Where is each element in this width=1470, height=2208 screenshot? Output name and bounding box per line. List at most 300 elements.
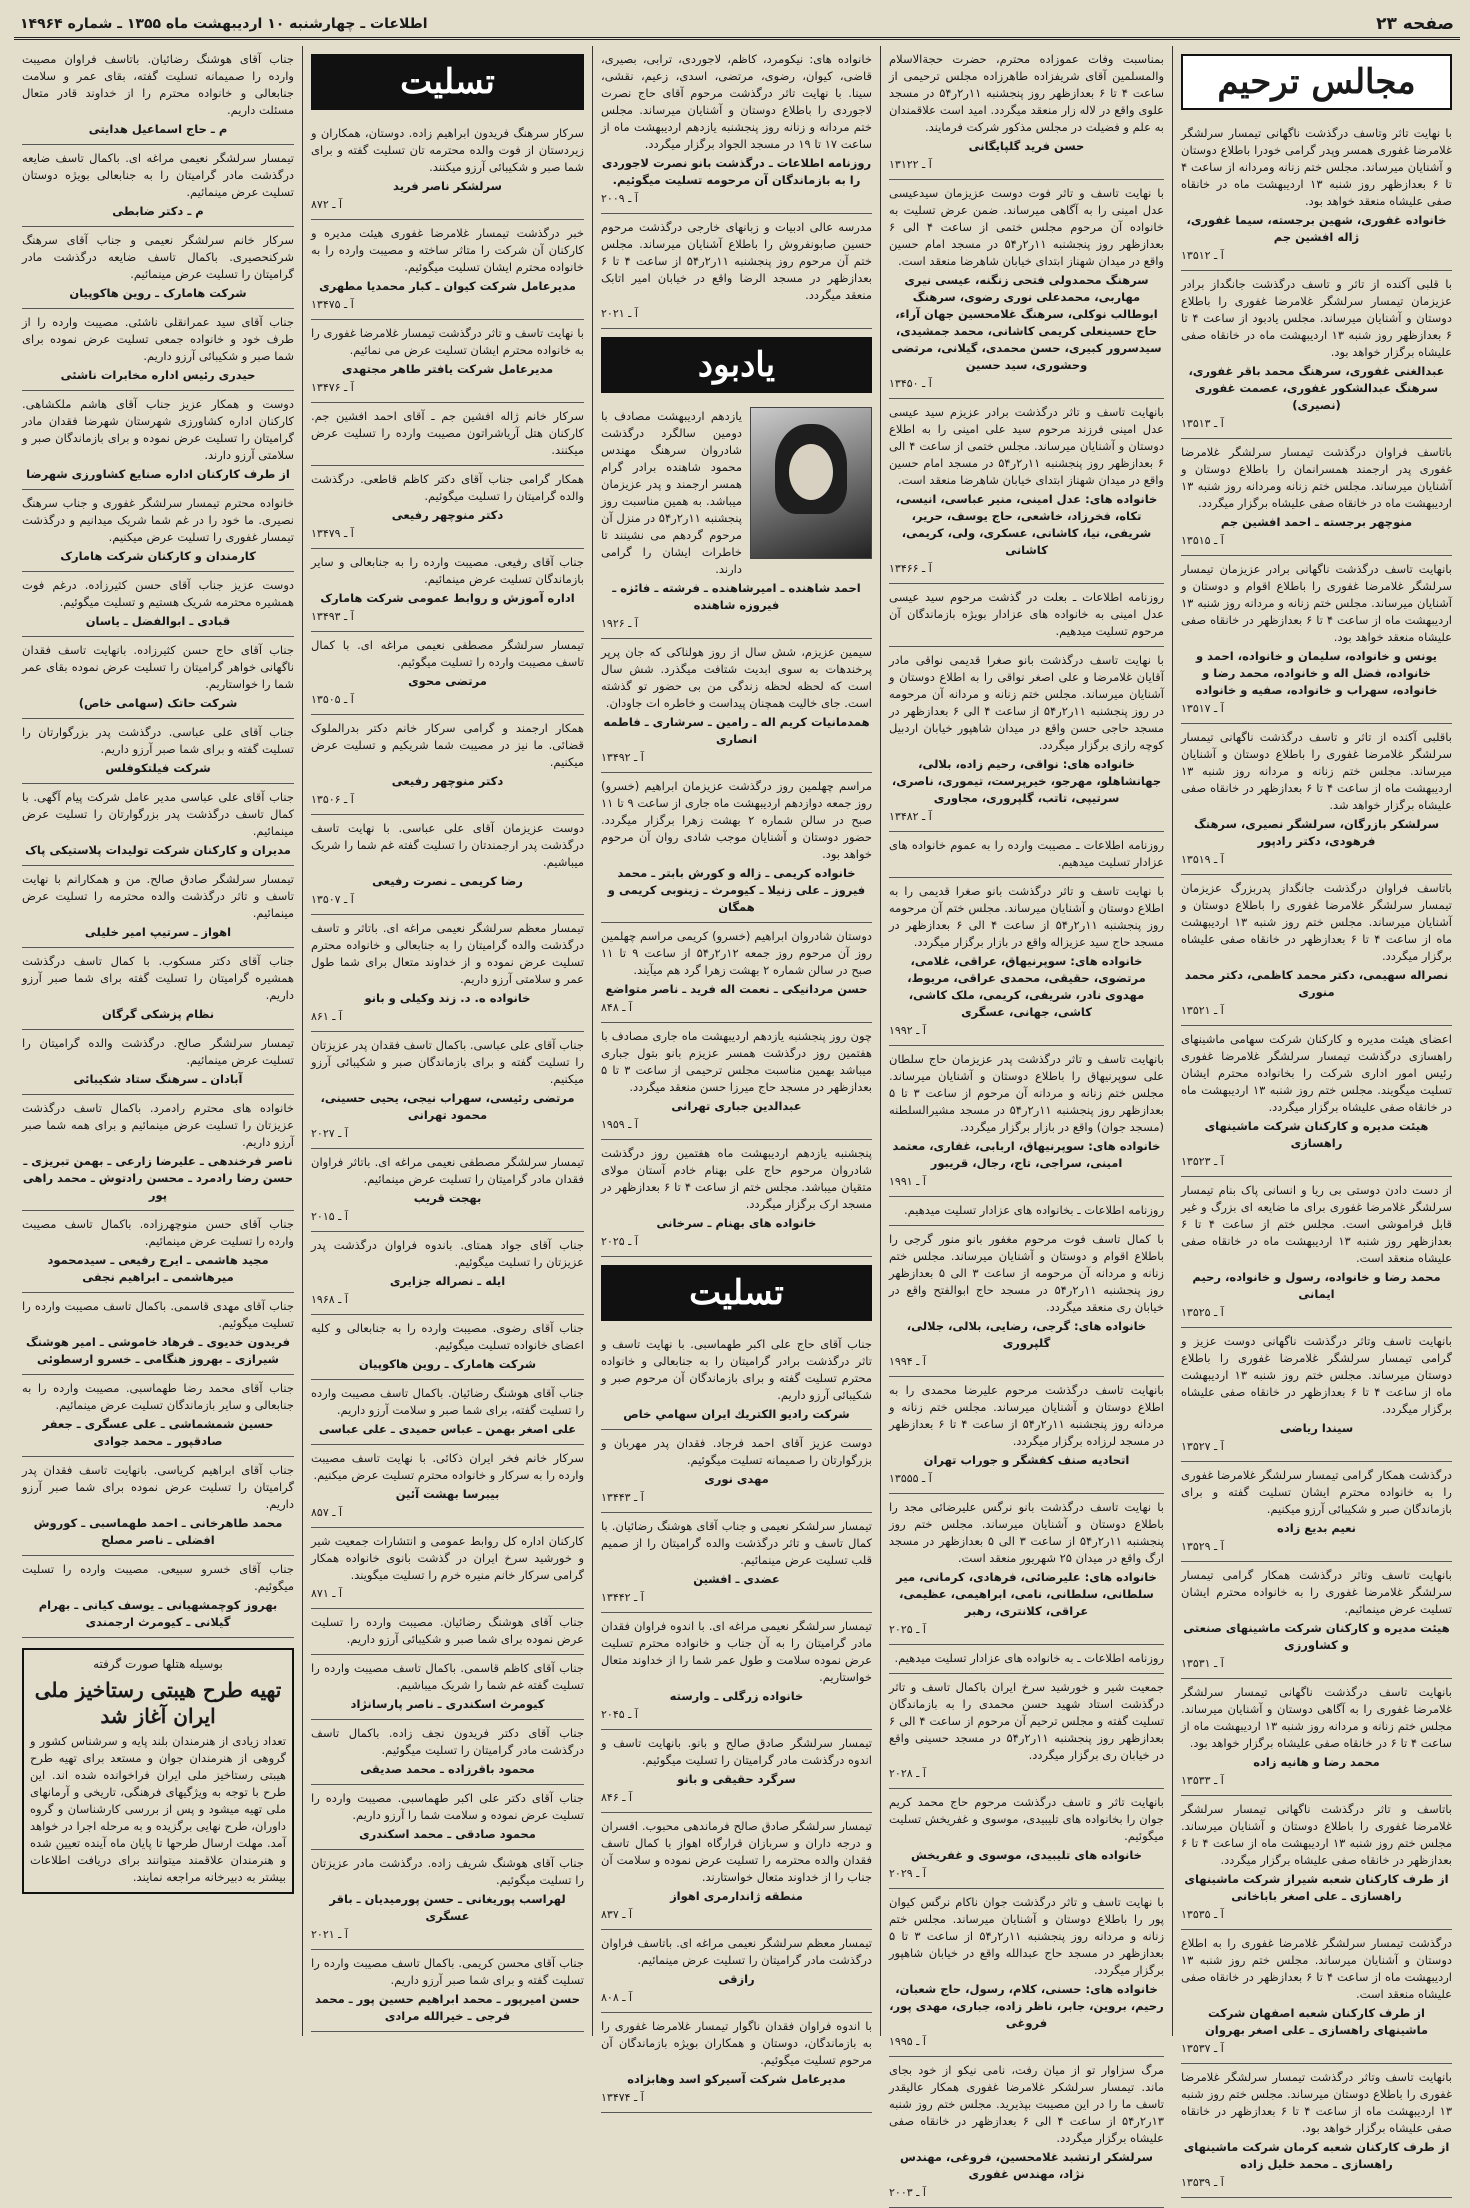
notice-signature: محمود صادقی ـ محمد اسکندری <box>359 1827 536 1841</box>
notice <box>22 1211 294 1293</box>
notice-signature: حسن مردانیکی ـ نعمت اله فرید ـ ناصر متواضع <box>605 982 868 996</box>
notice-text: جمعیت شیر و خورشید سرخ ایران باکمال تاسف و تاثر درگذشت استاد شهید حسن محمدی را به بازماندگان تسلیت گفته و مجلس ترحیم آن مرحوم از ساعت ۴ الی ۶ بعدازظهر روز پنجشنبه ۱۱ر۲ر۵۴ در مسجد حسینی واقع در خیابان ری برگزار میگردد. <box>889 1680 1164 1762</box>
notice <box>1181 724 1452 875</box>
notice-signature: یونس و خانواده، سلیمان و خانواده، احمد و خانواده، فضل اله و خانواده، محمد رضا و خانواده، سهراب و خانواده، صفیه و خانواده <box>1195 649 1438 697</box>
notice-text: جناب آقای هوشنگ رضائیان. باتاسف فراوان مصیبت وارده را صمیمانه تسلیت گفته، بقای عمر و سلامت جنابعالی و خانواده محترم را از خداوند قادر متعال مسئلت داریم. <box>22 52 294 117</box>
notice <box>311 915 584 1032</box>
notice-signature: اهواز ـ سرتیپ امیر خلیلی <box>84 925 232 939</box>
notice-signature: از طرف کارکنان شعبه شیراز شرکت ماشینهای راهسازی ـ علی اصغر باباخانی <box>1184 1872 1449 1903</box>
notice <box>889 180 1164 399</box>
notice <box>1181 1026 1452 1177</box>
notice-signature: مدیرعامل شرکت کیوان ـ کبار محمدیا مطهری <box>319 279 576 293</box>
notice <box>22 145 294 227</box>
notice-signature: از طرف کارکنان اداره صنایع کشاورزی شهرضا <box>26 467 290 481</box>
notice <box>311 1032 584 1149</box>
feature-body: تعداد زیادی از هنرمندان بلند پایه و سرشناس کشور و گروهی از هنرمندان جوان و مستعد برای تهیه طرح هیبتی رستاخیز ملی ایران فراخوانده شده اند. این طرح با توجه به ویژگیهای فرهنگی، تاریخی و آرمانهای ملی تهیه میشود و پس از بررسی کارشناسان و گروه داوران، طرح نهایی برگزیده و به مرحله اجرا در خواهد آمد. مهلت ارسال طرحها تا پایان ماه آینده تعیین شده و هنرمندان علاقمند میتوانند برای دریافت اطلاعات بیشتر به دبیرخانه مراجعه نمایند. <box>30 1734 286 1884</box>
notice <box>889 1889 1164 2057</box>
notice-code: آ ـ ۱۹۲۶ <box>601 617 638 630</box>
notice <box>1181 120 1452 271</box>
notice-text: جناب آقای سید عمرانقلی ناشئی. مصیبت وارده را از طرف خود و خانواده جمعی تسلیت عرض نموده برای شما صبر و شکیبائی آرزو داریم. <box>22 315 294 363</box>
notice-code: آ ـ ۸۶۱ <box>311 1010 343 1023</box>
notice-signature: سرهنگ محمدولی فتحی زنگنه، عیسی نیری مهاربی، محمدعلی نوری رضوی، سرهنگ ابوطالب نوکلی، سرهنگ غلامحسین جهان آراء، حاج حسینعلی کریمی کاشانی، محمد جمشیدی، سیدسرور کبیری، حسن محمدی، گیلانی، مرتضی وحشوری، سید حسین <box>891 273 1162 372</box>
notice-signature: اداره آموزش و روابط عمومی شرکت هامارک <box>320 591 575 605</box>
notice-signature: دکتر منوچهر رفیعی <box>391 508 504 522</box>
notice-text: جناب آقای هوشنگ رضائیان. باکمال تاسف مصیبت وارده را تسلیت گفته، برای شما صبر و سلامت آرزو داریم. <box>311 1386 584 1417</box>
notice-code: آ ـ ۲۰۴۵ <box>601 1708 638 1721</box>
notice <box>22 46 294 145</box>
notice <box>311 120 584 220</box>
notice-code: آ ـ ۱۳۵۳۳ <box>1181 1774 1224 1787</box>
notice-signature: ایله ـ نصراله جزایری <box>389 1274 506 1288</box>
notice-text: تیمسار سرلشگر صادق صالح فرماندهی محبوب. افسران و درجه داران و سربازان قرارگاه اهواز با کمال تاسف فقدان والده محترمه را تسلیت عرض نموده و سلامت آن جناب را از خداوند متعال خواستارند. <box>601 1819 872 1884</box>
notice-text: تیمسار سرلشکر نعیمی و جناب آقای هوشنگ رضائیان. با کمال تاسف و تاثر درگذشت والده گرامیتان را از صمیم قلب تسلیت عرض مینمائیم. <box>601 1519 872 1567</box>
notice-text: با کمال تاسف فوت مرحوم مغفور بانو منور گرجی را باطلاع اقوام و دوستان و آشنایان میرساند. مجلس ختم زنانه و مردانه آن مرحومه از ساعت ۳ الی ۵ بعدازظهر روز پنجشنبه ۱۱ر۲ر۵۴ در مسجد حاج ابوالفتح واقع در خیابان ری منعقد میگردد. <box>889 1232 1165 1314</box>
notice-text: از دست دادن دوستی بی ریا و انسانی پاک بنام تیمسار سرلشگر غلامرضا غفوری برای ما ضایعه ای بزرگ و غیر قابل فراموشی است. مجلس ختم از ساعت ۴ تا ۶ بعدازظهر روز شنبه ۱۳ اردیبهشت ماه در خانقاه صفی علیشاه منعقد است. <box>1181 1183 1453 1265</box>
notice-text: سرکار خانم فخر ایران ذکائی. با نهایت تاسف مصیبت وارده را به سرکار و خانواده محترم تسلیت عرض میکنیم. <box>311 1451 584 1482</box>
column-1 <box>1172 46 1460 2189</box>
notice-signature: خانواده غفوری، شهین برجسته، سیما غفوری، ژاله افشین جم <box>1186 213 1447 244</box>
notice-signature: آبادان ـ سرهنگ ستاد شکیبائی <box>73 1072 243 1086</box>
notice <box>311 1609 584 1655</box>
notice-text: با نهایت تاسف و تاثر درگذشت تیمسار غلامرضا غفوری را به خانواده محترم ایشان تسلیت عرض می نمائیم. <box>311 326 584 357</box>
notice-text: جناب آقای جواد همتای. باندوه فراوان درگذشت پدر عزیزتان را تسلیت میگوئیم. <box>311 1238 584 1269</box>
notice <box>311 1380 584 1445</box>
notice <box>889 1046 1164 1197</box>
notice-code: آ ـ ۱۹۶۸ <box>311 1293 348 1306</box>
notice-text: دوست عزیز آقای احمد فرجاد. فقدان پدر مهربان و بزرگوارتان را صمیمانه تسلیت میگوئیم. <box>601 1436 872 1467</box>
notice-signature: ناصر فرخندهی ـ علیرضا زارعی ـ بهمن تبریزی ـ حسن رضا رادمرد ـ محسن رادتوش ـ محمد راهی پور <box>22 1154 294 1202</box>
notice-signature: شرکت هامارک ـ روین هاکوپیان <box>358 1357 537 1371</box>
notice-code: آ ـ ۱۳۵۳۵ <box>1181 1908 1224 1921</box>
notice-text: باتاسف و تاثر درگذشت ناگهانی تیمسار سرلشگر غلامرضا غفوری را باطلاع دوستان و آشنایان میرساند. مجلس ختم روز شنبه ۱۳ اردیبهشت ماه از ساعت ۴ تا ۶ بعدازظهر در خانقاه صفی علیشاه برگزار میگردد. <box>1181 1802 1452 1867</box>
notice <box>889 1789 1164 1889</box>
notice <box>22 1457 294 1556</box>
notice-text: دوستان شادروان ابراهیم (خسرو) کریمی مراسم چهلمین روز آن مرحوم روز جمعه ۱۲ر۲ر۵۴ از ساعت ۹ تا ۱۱ صبح در سالن شماره ۲ بهشت زهرا گرد هم میآیند. <box>601 929 873 977</box>
notice <box>1181 1177 1452 1328</box>
notice-code: آ ـ ۱۳۵۲۳ <box>1181 1155 1224 1168</box>
notice-text: تیمسار سرلشگر صادق صالح. من و همکارانم با نهایت تاسف و تاثر درگذشت والده محترمه را تسلیت عرض مینمائیم. <box>22 872 294 920</box>
notice-signature: دکتر منوچهر رفیعی <box>391 774 504 788</box>
notice-signature: عبدالغنی غفوری، سرهنگ محمد باقر غفوری، سرهنگ عبدالشکور غفوری، عصمت غفوری (نصیری) <box>1188 364 1445 412</box>
notice-signature: منطقه ژاندارمری اهواز <box>670 1889 803 1903</box>
notice <box>889 399 1164 584</box>
notice-signature: خانواده های: سوپرنیهاق، اربابی، غفاری، معتمد امینی، سراجی، تاج، رجال، قریبور <box>892 1139 1161 1170</box>
notice-code: آ ـ ۱۳۴۶۶ <box>889 562 932 575</box>
notice-text: بانهایت تاسف وتاثر درگذشت همکار گرامی تیمسار سرلشگر غلامرضا غفوری را به خانواده محترم ایشان تسلیت عرض مینمائیم. <box>1181 1568 1452 1616</box>
notice-text: جناب آقای دکتر مسکوب. با کمال تاسف درگذشت همشیره گرامیتان را تسلیت گفته برای شما صبر آرزو داریم. <box>22 954 294 1002</box>
notice-code: آ ـ ۱۳۴۸۲ <box>889 810 932 823</box>
notice <box>601 1730 872 1813</box>
notice-signature: بیبرسا بهشت آئین <box>395 1487 500 1501</box>
notice-code: آ ـ ۱۳۵۲۷ <box>1181 1440 1224 1453</box>
notice-signature: خانواده زرگلی ـ وارسته <box>669 1689 804 1703</box>
notice-signature: هیئت مدیره و کارکنان شرکت ماشینهای صنعتی و کشاورزی <box>1183 1621 1450 1652</box>
column-4-notices <box>311 120 584 2032</box>
notice <box>1181 2064 1452 2198</box>
notice-text: جناب آقای هوشنگ شریف زاده. درگذشت مادر عزیزتان را تسلیت میگوئیم. <box>311 1856 584 1887</box>
notice-text: با نهایت تاسف و تاثر فوت دوست عزیزمان سیدعیسی عدل امینی را به آگاهی میرساند. ضمن عرض تسلیت به خانواده آن مرحوم مجلس ختمی از ساعت ۴ الی ۶ بعدازظهر روز پنجشنبه ۱۱ر۲ر۵۴ در مسجد امام حسین واقع در میدان شهناز ابتدای خیابان شاهرضا منعقد است. <box>889 186 1165 268</box>
notice-signature: حیدری رئیس اداره مخابرات ناشئی <box>60 368 256 382</box>
column-3-banner: یادبود <box>601 337 872 393</box>
notice <box>1181 1462 1452 1562</box>
notice-code: آ ـ ۱۳۴۷۴ <box>601 2091 644 2104</box>
notice-text: روزنامه اطلاعات ـ مصیبت وارده را به عموم خانواده های عزادار تسلیت میدهیم. <box>889 838 1164 869</box>
notice <box>311 549 584 632</box>
notice-signature: خانواده های: علیرضائی، فرهادی، کرمانی، میر سلطانی، سلطانی، نامی، ابراهیمی، عظیمی، عراقی، کلانتری، رهبر <box>896 1570 1157 1618</box>
notice <box>889 647 1164 832</box>
notice-signature: محمد رضا و هانیه زاده <box>1253 1755 1380 1769</box>
notice <box>889 584 1164 647</box>
notice <box>601 1140 872 1257</box>
notice <box>22 866 294 948</box>
notice-text: بمناسبت وفات عموزاده محترم، حضرت حجةالاسلام والمسلمین آقای شریفزاده طاهرزاده مجلس ترحیمی از ساعت ۴ تا ۶ بعدازظهر روز پنجشنبه ۱۱ر۲ر۵۴ در مسجد علوی واقع در لاله زار منعقد میگردد. امید است علاقمندان به علم و فضیلت در مجلس مذکور شرکت فرمایند. <box>889 52 1165 134</box>
notice-signature: مرتضی رئیسی، سهراب نیجی، یحیی حسینی، محمود تهرانی <box>320 1091 575 1122</box>
notice-code: آ ـ ۸۷۲ <box>311 198 343 211</box>
notice-code: آ ـ ۸۰۸ <box>601 1991 633 2004</box>
notice <box>889 46 1164 180</box>
notice <box>311 815 584 915</box>
notice <box>311 1785 584 1850</box>
notice-text: کارکنان اداره کل روابط عمومی و انتشارات جمعیت شیر و خورشید سرخ ایران در گذشت بانوی خانواده همکار گرامی سرکار خانم منیره خرم را تسلیت میگویند. <box>311 1534 584 1582</box>
notice-code: آ ـ ۱۳۵۰۷ <box>311 893 354 906</box>
notice-signature: سرلشکر ارتشبد غلامحسین، فروغی، مهندس نژاد، مهندس غفوری <box>900 2150 1153 2181</box>
notice-signature: سیندا ریاضی <box>1279 1421 1354 1435</box>
column-1-banner: مجالس ترحیم <box>1181 54 1452 110</box>
notice-code: آ ـ ۱۳۵۰۵ <box>311 693 354 706</box>
notice-signature: خانواده های تلیبیدی، موسوی و غفریخش <box>911 1848 1142 1862</box>
notice-text: خبر درگذشت تیمسار غلامرضا غفوری هیئت مدیره و کارکنان آن شرکت را متاثر ساخته و مصیبت وارده را به خانواده محترم ایشان تسلیت میگوئیم. <box>311 226 584 274</box>
column-2 <box>880 46 1172 2199</box>
notice <box>22 948 294 1030</box>
notice-signature: مدیرعامل شرکت یافتر طاهر مجتهدی <box>341 362 554 376</box>
notice <box>1181 1679 1452 1796</box>
notice-text: با نهایت تاثر وتاسف درگذشت ناگهانی تیمسار سرلشگر غلامرضا غفوری همسر وپدر گرامی خودرا باطلاع دوستان و آشنایان میرساند. مجلس ختم زنانه ومردانه از ساعت ۴ تا ۶ بعدازظهر روز شنبه ۱۳ اردیبهشت ماه در خانقاه صفی علیشاه منعقد خواهد بود. <box>1181 126 1452 208</box>
notice-text: باقلبی آکنده از تاثر و تاسف درگذشت ناگهانی تیمسار سرلشگر غلامرضا غفوری را باطلاع دوستان و آشنایان میرساند. مجلس ختم زنانه و مردانه روز شنبه ۱۳ اردیبهشت ماه از ساعت ۴ تا ۶ بعدازظهر در خانقاه صفی علیشاه برگزار خواهد شد. <box>1181 730 1452 812</box>
column-4 <box>302 46 592 2036</box>
notice-text: تیمسار سرلشگر مصطفی نعیمی مراغه ای. با کمال تاسف مصیبت وارده را تسلیت میگوئیم. <box>311 638 584 669</box>
notice-signature: شرکت راديو الكتريك ايران سهامي خاص <box>623 1407 850 1421</box>
notice-text: بانهایت تاسف و تاثر درگذشت پدر عزیزمان حاج سلطان علی سوپرنیهاق را باطلاع دوستان و آشنایان میرساند. مجلس ختم زنانه و مردانه آن مرحوم از ساعت ۳ تا ۵ بعدازظهر روز پنجشنبه ۱۱ر۲ر۵۴ در مسجد مشیرالسلطنه (مسجد جوان) واقع در بازار برگزار میگردد. <box>889 1052 1165 1134</box>
notice <box>311 403 584 466</box>
notice <box>1181 1328 1452 1462</box>
notice-text: روزنامه اطلاعات ـ به خانواده های عزادار تسلیت میدهیم. <box>894 1651 1164 1665</box>
column-3-notices-2 <box>601 1331 872 2113</box>
notice-text: تیمسار سرلشگر نعیمی مراغه ای. باکمال تاسف ضایعه درگذشت مادر گرامیتان را به جنابعالی بویژه دوستان تسلیت عرض مینمائیم. <box>22 151 294 199</box>
notice-text: جناب آقای محسن کریمی. باکمال تاسف مصیبت وارده را تسلیت گفته و برای شما صبر آرزو داریم. <box>311 1956 584 1987</box>
notice-signature: خانواده های بهنام ـ سرخانی <box>656 1216 817 1230</box>
notice-text: جناب آقای کاظم قاسمی. باکمال تاسف مصیبت وارده را تسلیت گفته غم شما را شریک میباشیم. <box>311 1661 584 1692</box>
notice-text: جناب آقای هوشنگ رضائیان. مصیبت وارده را تسلیت عرض نموده برای شما صبر و شکیبائی آرزو داریم. <box>311 1615 584 1646</box>
notice <box>22 1556 294 1638</box>
notice <box>311 1720 584 1785</box>
portrait-photo <box>750 407 872 559</box>
notice <box>1181 271 1452 439</box>
paper-info: اطلاعات ـ چهارشنبه ۱۰ اردیبهشت ماه ۱۳۵۵ ـ شماره ۱۴۹۶۴ <box>20 15 428 32</box>
notice <box>601 1930 872 2013</box>
notice-text: جناب آقای علی عباسی. درگذشت پدر بزرگوارتان را تسلیت گفته و برای شما صبر آرزو داریم. <box>22 725 294 756</box>
notice <box>311 220 584 320</box>
notice-text: با اندوه فراوان فقدان ناگوار تیمسار غلامرضا غفوری را به بازماندگان، دوستان و همکاران بویژه بازماندگان آن مرحوم تسلیت میگوئیم. <box>601 2019 872 2067</box>
notice <box>311 1315 584 1380</box>
notice-code: آ ـ ۱۳۵۱۹ <box>1181 853 1224 866</box>
notice-text: سرکار خانم سرلشگر نعیمی و جناب آقای سرهنگ شرکنحصیری. باکمال تاسف ضایعه درگذشت مادر گرامیتان را تسلیت عرض مینمائیم. <box>22 233 294 281</box>
notice-text: دوست و همکار عزیز جناب آقای هاشم ملکشاهی. کارکنان اداره کشاورزی شهرستان شهرضا فقدان مادر گرامیتان را تسلیت عرض نموده و برای بازماندگان صبر و سلامتی آرزو دارند. <box>22 397 294 462</box>
notice-text: روزنامه اطلاعات ـ بعلت در گذشت مرحوم سید عیسی عدل امینی به خانواده های عزادار بویژه بازماندگان آن مرحوم تسلیت میدهیم. <box>889 590 1164 638</box>
notice-code: آ ـ ۸۴۸ <box>601 1001 633 1014</box>
notice-text: جناب آقای ابراهیم کریاسی. بانهایت تاسف فقدان پدر گرامیتان را تسلیت عرض نموده برای شما صبر آرزو داریم. <box>22 1463 294 1511</box>
notice-text: جناب آقای علی عباسی. باکمال تاسف فقدان پدر عزیزتان را تسلیت گفته و برای بازماندگان صبر و شکیبائی آرزو میکنیم. <box>311 1038 584 1086</box>
notice-signature: نصراله سهیمی، دکتر محمد کاظمی، دکتر محمد منوری <box>1184 968 1449 999</box>
notice-signature: نعیم بدیع زاده <box>1277 1521 1356 1535</box>
notice-text: خانواده های: نیکومرد، کاظم، لاجوردی، ترابی، بصیری، قاضی، کیوان، رضوی، مرتضی، اسدی، زعیم، نقشی، سینا. با نهایت تاثر درگذشت مرحوم آقای حاج نصرت لاجوردی را باطلاع دوستان و آشنایان میرساند. مجلس ختم مردانه و زنانه روز پنجشنبه یازدهم اردیبهشت ماه از ساعت ۱۷ تا ۱۹ در مسجد الجواد برگزار میگردد. <box>601 52 872 151</box>
notice-text: مدرسه عالی ادبیات و زبانهای خارجی درگذشت مرحوم حسین صابونفروش را باطلاع آشنایان میرساند. مجلس ختم آن مرحوم روز پنجشنبه ۱۱ر۲ر۵۴ از ساعت ۴ تا ۶ بعدازظهر در مسجد الرضا واقع در خیابان امیر اتابک منعقد میگردد. <box>601 220 872 302</box>
notice-code: آ ـ ۲۰۲۱ <box>601 307 638 320</box>
notice-text: خانواده های محترم رادمرد. باکمال تاسف درگذشت عزیزتان را تسلیت عرض مینمائیم و برای همه شما صبر آرزو داریم. <box>22 1101 294 1149</box>
notice-signature: سرلشکر بازرگان، سرلشگر نصیری، سرهنگ فرهودی، دکتر رادپور <box>1193 817 1440 848</box>
notice <box>22 1030 294 1095</box>
notice <box>601 1613 872 1730</box>
notice-text: چون روز پنجشنبه یازدهم اردیبهشت ماه جاری مصادف با هفتمین روز درگذشت همسر عزیزم بانو بتول جباری میباشد بهمین مناسبت مجلس ترحیمی از ساعت ۳ تا ۵ بعدازظهر در مسجد حاج میرزا حسن منعقد میگردد. <box>601 1029 873 1094</box>
notice-code: آ ـ ۱۳۵۱۳ <box>1181 417 1224 430</box>
notice <box>601 1430 872 1513</box>
notice-signature: م ـ حاج اسماعیل هدایتی <box>88 122 228 136</box>
notice-signature: حسن فرید گلپایگانی <box>968 139 1085 153</box>
notice-text: جناب آقای حسن منوچهرزاده. باکمال تاسف مصیبت وارده را تسلیت عرض مینمائیم. <box>22 1217 294 1248</box>
notice <box>889 2057 1164 2208</box>
notice-code: آ ـ ۱۳۴۷۶ <box>311 381 354 394</box>
portrait-face <box>789 444 833 500</box>
notice <box>1181 439 1452 556</box>
notice-code: آ ـ ۲۰۲۹ <box>889 1867 926 1880</box>
notice <box>311 1149 584 1232</box>
notice-signature: خانواده کریمی ـ زاله و کورش بابتر ـ محمد فیروز ـ علی زنیلا ـ کیومرث ـ زینوبی کریمی و همگان <box>607 866 866 914</box>
column-4-banner: تسلیت <box>311 54 584 110</box>
notice-text: درگذشت همکار گرامی تیمسار سرلشگر غلامرضا غفوری را به خانواده محترم ایشان تسلیت گفته و برای بازماندگان صبر و شکیبائی آرزو میکنیم. <box>1181 1468 1452 1516</box>
notice-signature: روزنامه اطلاعات ـ درگذشت بانو نصرت لاجوردی را به بازماندگان آن مرحومه تسلیت میگوئیم. <box>601 156 872 187</box>
notice-code: آ ـ ۸۵۷ <box>311 1506 343 1519</box>
notice-text: با نهایت تاسف درگذشت بانو نرگس علیرضائی مجد را باطلاع دوستان و آشنایان میرساند. مجلس ختم روز پنجشنبه ۱۱ر۲ر۵۴ از ساعت ۳ الی ۵ بعدازظهر در مسجد ارگ واقع در میدان ۲۵ شهریور منعقد است. <box>889 1500 1164 1565</box>
notice-text: پنجشنبه یازدهم اردیبهشت ماه هفتمین روز درگذشت شادروان مرحوم حاج علی بهنام خادم آستان مولای متقیان میباشد. مجلس ختم از ساعت ۴ تا ۶ بعدازظهر در مسجد ارک برگزار میگردد. <box>601 1146 873 1211</box>
notice-signature: اتحادیه صنف کفشگر و جوراب تهران <box>923 1453 1130 1467</box>
notice-code: آ ـ ۱۳۵۲۵ <box>1181 1306 1224 1319</box>
notice-text: جناب آقای حاج علی اکبر طهماسبی. با نهایت تاسف و تاثر درگذشت برادر گرامیتان را به جنابعالی و خانواده محترم تسلیت گفته و برای بازماندگان آن مرحوم صبر و شکیبائی آرزو داریم. <box>601 1337 872 1402</box>
notice-signature: همدمانیات کریم اله ـ رامین ـ سرشاری ـ فاطمه انصاری <box>603 715 870 746</box>
notice-code: آ ـ ۱۳۴۴۳ <box>601 1491 644 1504</box>
notice <box>889 1226 1164 1377</box>
notice <box>889 1645 1164 1674</box>
notice <box>601 1023 872 1140</box>
notice <box>889 1494 1164 1645</box>
notice-code: آ ـ ۱۳۵۳۷ <box>1181 2042 1224 2055</box>
column-1-notices <box>1181 120 1452 2198</box>
notice <box>889 878 1164 1046</box>
notice <box>889 1377 1164 1494</box>
notice-code: آ ـ ۱۳۵۰۶ <box>311 793 354 806</box>
notice-text: بانهایت تاسف و تاثر درگذشت برادر عزیزم سید عیسی عدل امینی فرزند مرحوم سید علی امینی را به اطلاع دوستان و آشنایان میرساند. مجلس ختمی از ساعت ۴ الی ۶ بعدازظهر روز پنجشنبه ۱۱ر۲ر۵۴ در مسجد امام حسین واقع در میدان شهناز ابتدای خیابان شاهرضا منعقد است. <box>889 405 1165 487</box>
notice-signature: عضدی ـ افشین <box>693 1572 780 1586</box>
notice-code: آ ـ ۱۳۵۵۵ <box>889 1472 932 1485</box>
notice <box>601 2013 872 2113</box>
notice-text: دوست عزیزمان آقای علی عباسی. با نهایت تاسف درگذشت پدر ارجمندتان را تسلیت گفته غم شما را شریک میباشیم. <box>311 821 584 869</box>
masthead <box>14 10 1460 40</box>
notice-signature: محمود باقرزاده ـ محمد صدیقی <box>360 1762 535 1776</box>
notice-code: آ ـ ۲۰۲۷ <box>311 1127 348 1140</box>
notice <box>1181 1796 1452 1930</box>
notice-code: آ ـ ۱۳۴۹۲ <box>601 751 644 764</box>
notice-text: مرگ سزاوار تو از میان رفت، نامی نیکو از خود بجای ماند. تیمسار سرلشکر غلامرضا غفوری همکار عالیقدر تاسف ما را در این مصیبت بپذیرید. مجلس ختم روز شنبه ۱۳ر۲ر۵۴ از ساعت ۴ الی ۶ بعدازظهر در خانقاه صفی علیشاه برگزار میگردد. <box>889 2063 1164 2145</box>
notice-text: اعضای هیئت مدیره و کارکنان شرکت سهامی ماشینهای راهسازی درگذشت تیمسار سرلشگر غلامرضا غفوری رئیس امور اداری شرکت را بخانواده محترم ایشان تسلیت میگویند. مجلس ختم روز شنبه ۱۳ اردیبهشت ماه در خانقاه صفی علیشاه برگزار میگردد. <box>1181 1032 1452 1114</box>
notice-text: تیمسار معظم سرلشگر نعیمی مراغه ای. باتاثر و تاسف درگذشت والده گرامیتان را به جنابعالی و خانواده محترم تسلیت عرض نموده و از خداوند متعال برای شما طول عمر و سلامتی آرزو داریم. <box>311 921 584 986</box>
notice <box>1181 1930 1452 2064</box>
notice-code: آ ـ ۱۹۹۵ <box>889 2035 926 2048</box>
notice-signature: رازقی <box>718 1972 755 1986</box>
notice-signature: خانواده های: عدل امینی، منیر عباسی، انیسی، تکاه، فخرزاد، خاشعی، حاج یوسف، حریر، شریفی، نیا، کاشانی، عسکری، ولی، کریمی، کاشانی <box>895 492 1158 557</box>
notice-code: آ ـ ۱۹۹۱ <box>889 1175 926 1188</box>
notice-text: جناب آقای دکتر فریدون نجف زاده. باکمال تاسف درگذشت مادر گرامیتان را تسلیت میگوئیم. <box>311 1726 584 1757</box>
notice-signature: سرگرد حقیقی و بانو <box>677 1772 796 1786</box>
notice-text: همکار ارجمند و گرامی سرکار خانم دکتر بدرالملوک قضائی. ما نیز در مصیبت شما شریکیم و تسلیت عرض میکنیم. <box>311 721 584 769</box>
notice-signature: سرلشکر ناصر فرید <box>393 179 502 193</box>
column-5 <box>14 46 302 2036</box>
notice-text: جناب آقای رضوی. مصیبت وارده را به جنابعالی و کلیه اعضای خانواده تسلیت میگوئیم. <box>311 1321 584 1352</box>
notice-code: آ ـ ۱۳۴۴۲ <box>601 1591 644 1604</box>
notice-code: آ ـ ۲۰۲۵ <box>889 1623 926 1636</box>
notice <box>311 466 584 549</box>
notice-code: آ ـ ۲۰۰۳ <box>889 2186 926 2199</box>
notice-text: دوست عزیز جناب آقای حسن کثیرزاده. درغم فوت همشیره محترمه شریک هستیم و تسلیت میگوئیم. <box>22 578 294 609</box>
notice <box>889 832 1164 878</box>
notice-signature: مدیران و کارکنان شرکت تولیدات پلاستیکی پاک <box>25 843 291 857</box>
notice-signature: قبادی ـ ابوالفضل ـ یاسان <box>85 614 231 628</box>
notice-signature: حسین شمشماشی ـ علی عسگری ـ جعفر صادقپور ـ محمد جوادی <box>42 1417 274 1448</box>
notice-text: جناب آقای رفیعی. مصیبت وارده را به جنابعالی و سایر بازماندگان تسلیت عرض مینمائیم. <box>311 555 584 586</box>
notice-code: آ ـ ۱۳۵۲۹ <box>1181 1540 1224 1553</box>
notice <box>22 572 294 637</box>
notice <box>22 1375 294 1457</box>
notice <box>601 46 872 214</box>
notice-code: آ ـ ۲۰۲۵ <box>601 1235 638 1248</box>
page-number: صفحه ۲۳ <box>1376 13 1454 34</box>
notice-signature: مهدی نوری <box>704 1472 769 1486</box>
notice <box>311 1850 584 1950</box>
notice <box>22 719 294 784</box>
notice <box>22 309 294 391</box>
notice-signature: خانواده های: سوپرنیهاق، عراقی، غلامی، مرتضوی، حقیقی، محمدی عراقی، مریوط، مهدوی نادر، شریفی، کریمی، ملک کاشی، کاشی، جهانی، عسگری <box>907 954 1146 1019</box>
notice-signature: م ـ دکتر ضابطی <box>112 204 204 218</box>
notice <box>889 1197 1164 1226</box>
notice <box>22 1293 294 1375</box>
notice-signature: رضا کریمی ـ نصرت رفیعی <box>372 874 523 888</box>
notice-text: با نهایت تاسف درگذشت بانو صغرا قدیمی نواقی مادر آقایان غلامرضا و علی اصغر نواقی را به اطلاع دوستان و آشنایان میرساند. مجلس ختم زنانه و مردانه آن مرحومه در روز پنجشنبه ۱۱ر۲ر۵۴ از ساعت ۴ الی ۶ بعدازظهر در مسجد حاجی حسن واقع در میدان شاهپور خیابان اردبیل کوچه رازی برگزار میگردد. <box>889 653 1164 752</box>
notice-code: آ ـ ۱۹۹۲ <box>889 1024 926 1037</box>
notice <box>22 784 294 866</box>
notice-text: مراسم چهلمین روز درگذشت عزیزمان ابراهیم (خسرو) روز جمعه دوازدهم اردیبهشت ماه جاری از ساعت ۹ تا ۱۱ صبح در سالن شماره ۲ بهشت زهرا برگزار میگردد. حضور دوستان و آشنایان موجب شادی روان آن مرحوم خواهد بود. <box>601 779 873 861</box>
notice-text: همکار گرامی جناب آقای دکتر کاظم قاطعی. درگذشت والده گرامیتان را تسلیت میگوئیم. <box>311 472 584 503</box>
notice-text: جناب آقای دکتر علی اکبر طهماسبی. مصیبت وارده را تسلیت عرض نموده و سلامت شما را آرزو داریم. <box>311 1791 584 1822</box>
notice <box>889 1674 1164 1789</box>
notice-text: جناب آقای علی عباسی مدیر عامل شرکت پیام آگهی. با کمال تاسف درگذشت پدر بزرگوارتان را تسلیت عرض مینمائیم. <box>22 790 294 838</box>
notice-signature: بهروز کوچمشهیانی ـ یوسف کیانی ـ بهرام گیلانی ـ کیومرث ارجمندی <box>38 1598 278 1629</box>
notice <box>601 923 872 1023</box>
notice-code: آ ـ ۱۳۴۷۹ <box>311 527 354 540</box>
notice <box>311 320 584 403</box>
notice-text: با قلبی آکنده از تاثر و تاسف درگذشت جانگداز برادر عزیزمان تیمسار سرلشگر غلامرضا غفوری را باطلاع دوستان و آشنایان میرساند. مجلس یادبود از ساعت ۴ تا ۶ بعدازظهر روز شنبه ۱۳ اردیبهشت ماه در خانقاه صفی علیشاه برگزار خواهد بود. <box>1181 277 1452 359</box>
notice <box>311 1655 584 1720</box>
notice-code: آ ـ ۸۴۶ <box>601 1791 633 1804</box>
notice <box>1181 1562 1452 1679</box>
column-3-top-notices <box>601 46 872 329</box>
notice-text: جناب آقای خسرو سبیعی. مصیبت وارده را تسلیت میگوئیم. <box>22 1562 294 1593</box>
notice-text: بانهایت تاسف وتاثر درگذشت تیمسار سرلشگر غلامرضا غفوری را باطلاع دوستان میرساند. مجلس ختم روز شنبه ۱۳ اردیبهشت ماه از ساعت ۴ تا ۶ بعدازظهر در خانقاه صفی علیشاه برگزار خواهد بود. <box>1181 2070 1453 2135</box>
notice-text: تیمسار سرلشگر صادق صالح و بانو. بانهایت تاسف و اندوه درگذشت مادر گرامیتان را تسلیت میگوئیم. <box>601 1736 872 1767</box>
notice-text: روزنامه اطلاعات ـ بخانواده های عزادار تسلیت میدهیم. <box>903 1203 1164 1217</box>
notice-signature: حسن امیرپور ـ محمد ابراهیم حسین پور ـ محمد فرجی ـ خیرالله مرادی <box>314 1992 581 2023</box>
notice-text: خانواده محترم تیمسار سرلشگر غفوری و جناب سرهنگ نصیری. ما خود را در غم شما شریک میدانیم و درگذشت تیمسار غفوری را تسلیت عرض میکنیم. <box>22 496 294 544</box>
notice-signature: خانواده های: نواقی، رحیم زاده، بلالی، جهانشاهلو، مهرجو، خیرپرست، تیموری، ناصری، سرتیپی، تاتب، گلپروری، مجاوری <box>891 757 1162 805</box>
notice-signature: مجید هاشمی ـ ایرج رفیعی ـ سیدمحمود میرهاشمی ـ ابراهیم نجفی <box>47 1253 269 1284</box>
notice-text: با نهایت تاسف و تاثر درگذشت جوان ناکام نرگس کیوان پور را باطلاع دوستان و آشنایان میرساند. مجلس ختم زنانه و مردانه روز پنجشنبه ۱۱ر۲ر۵۴ از ساعت ۳ تا ۵ بعدازظهر در مسجد حاج عبدالله واقع در خیابان شاهپور برگزار میگردد. <box>889 1895 1165 1977</box>
notice <box>601 1331 872 1430</box>
notice-text: تیمسار سرلشگر صالح. درگذشت والده گرامیتان را تسلیت عرض مینمائیم. <box>22 1036 294 1067</box>
notice-signature: مدیرعامل شرکت آسیرکو اسد وهابزاده <box>627 2072 846 2086</box>
notice <box>601 773 872 923</box>
notice-signature: خانواده های: گرجی، رضایی، بلالی، جلالی، گلپروری <box>906 1319 1147 1350</box>
notice-text: بانهایت تاثر و تاسف درگذشت مرحوم حاج محمد کریم جوان را بخانواده های تلیبیدی، موسوی و غفریخش تسلیت میگوئیم. <box>889 1795 1164 1843</box>
notice-signature: شرکت فیلتکوفلس <box>105 761 211 775</box>
notice-text: بانهایت تاسف درگذشت ناگهانی تیمسار سرلشگر غلامرضا غفوری را به آگاهی دوستان و آشنایان میرساند. مجلس ختم زنانه و مردانه روز شنبه ۱۳ اردیبهشت ماه از ساعت ۴ تا ۶ در خانقاه صفی علیشاه برگزار خواهد بود. <box>1181 1685 1453 1750</box>
column-5-notices <box>22 46 294 1638</box>
notice <box>311 1445 584 1528</box>
notice-signature: خانواده ه. د. زند وکیلی و بانو <box>364 991 531 1005</box>
notice-code: آ ـ ۱۳۵۳۱ <box>1181 1657 1224 1670</box>
notice <box>1181 875 1452 1026</box>
feature-kicker: بوسیله هتلها صورت گرفته <box>93 1657 223 1671</box>
notice-text: جناب آقای مهدی قاسمی. باکمال تاسف مصیبت وارده را تسلیت میگوئیم. <box>22 1299 294 1330</box>
notice-signature: احمد شاهنده ـ امیرشاهنده ـ فرشته ـ فائزه ـ فیروزه شاهنده <box>612 581 861 612</box>
notice-code: آ ـ ۱۹۵۹ <box>601 1118 638 1131</box>
notice <box>22 391 294 490</box>
notice-signature: از طرف کارکنان شعبه کرمان شرکت ماشینهای راهسازی ـ محمد خلیل زاده <box>1183 2140 1450 2171</box>
notice <box>1181 556 1452 724</box>
notice <box>601 1513 872 1613</box>
notice-signature: بهجت قریب <box>413 1191 482 1205</box>
notice-code: آ ـ ۱۳۵۲۱ <box>1181 1004 1224 1017</box>
notice-code: آ ـ ۱۳۵۱۵ <box>1181 534 1224 547</box>
notice-code: آ ـ ۲۰۲۱ <box>311 1928 348 1941</box>
notice-text: جناب آقای حاج حسن کثیرزاده. بانهایت تاسف فقدان ناگهانی خواهر گرامیتان را تسلیت عرض نموده بقای عمر شما را خواستاریم. <box>22 643 294 691</box>
notice-signature: هیئت مدیره و کارکنان شرکت ماشینهای راهسازی <box>1204 1119 1429 1150</box>
notice-text: یازدهم اردیبهشت مصادف با دومین سالگرد درگذشت شادروان سرهنگ مهندس محمود شاهنده برادر گرام همسر ارجمند و پدر عزیزمان میباشد. به همین مناسبت روز پنجشنبه ۱۱ر۲ر۵۴ در منزل آن مرحوم گردهم می نشینند تا خاطرات ایشان را گرامی دارند. <box>601 409 742 576</box>
notice-text: با نهایت تاسف و تاثر درگذشت بانو صغرا قدیمی را به اطلاع دوستان و آشنایان میرساند. مجلس ختم آن مرحومه روز پنجشنبه ۱۱ر۲ر۵۴ از ساعت ۴ الی ۶ بعدازظهر در مسجد حاج سید عزیزاله واقع در بازار برگزار میگردد. <box>889 884 1164 949</box>
notice <box>601 1813 872 1930</box>
notice-signature: محمد طاهرخانی ـ احمد طهماسبی ـ کوروش افضلی ـ ناصر مصلح <box>33 1516 283 1547</box>
notice-code: آ ـ ۸۳۷ <box>601 1908 633 1921</box>
notice-signature: لهراسب پوریغانی ـ حسن پورمیدیان ـ باقر عسگری <box>329 1892 566 1923</box>
notice-code: آ ـ ۱۳۴۹۳ <box>311 610 354 623</box>
notice <box>601 214 872 329</box>
notice-signature: کارمندان و کارکنان شرکت هامارک <box>60 549 256 563</box>
notice-signature: شرکت هامارک ـ روین هاکوپیان <box>69 286 247 300</box>
column-3 <box>592 46 880 2104</box>
notice-text: سیمین عزیزم، شش سال از روز هولناکی که جان پرپر پرخندهات به سوی ابدیت شتافت میگذرد. شش سال است که لحظه لحظه زندگی من بی حضور تو گذشته است. جای خالیت همچنان پیداست و خاطره ات جاودان. <box>601 645 872 710</box>
notice-text: باتاسف فراوان درگذشت جانگداز پدربزرگ عزیزمان تیمسار سرلشگر غلامرضا غفوری را باطلاع دوستان و آشنایان میرساند. مجلس ختم روز شنبه ۱۳ اردیبهشت ماه از ساعت ۴ تا ۶ بعدازظهر در خانقاه صفی علیشاه برگزار میگردد. <box>1181 881 1453 963</box>
notice-text: بانهایت تاسف درگذشت ناگهانی برادر عزیزمان تیمسار سرلشگر غلامرضا غفوری را باطلاع اقوام و دوستان و آشنایان میرساند. مجلس ختم زنانه و مردانه روز شنبه ۱۳ اردیبهشت ماه از ساعت ۴ تا ۶ بعدازظهر در خانقاه صفی علیشاه منعقد خواهد بود. <box>1181 562 1452 644</box>
notice-signature: خانواده های: حسنی، کلام، رسول، حاج شعبان، رحیم، بروین، جابر، ناظر زاده، جباری، مهدی پور، فروغی <box>889 1982 1164 2030</box>
notice-code: آ ـ ۲۰۲۸ <box>889 1767 926 1780</box>
notice-text: سرکار سرهنگ فریدون ابراهیم زاده. دوستان، همکاران و زیردستان از فوت والده محترمه تان تسلیت گفته و برای شما صبر و شکیبائی آرزو میکنند. <box>311 126 584 174</box>
column-2-notices <box>889 46 1164 2208</box>
notice-signature: محمد رضا و خانواده، رسول و خانواده، رحیم ایمانی <box>1192 1270 1441 1301</box>
